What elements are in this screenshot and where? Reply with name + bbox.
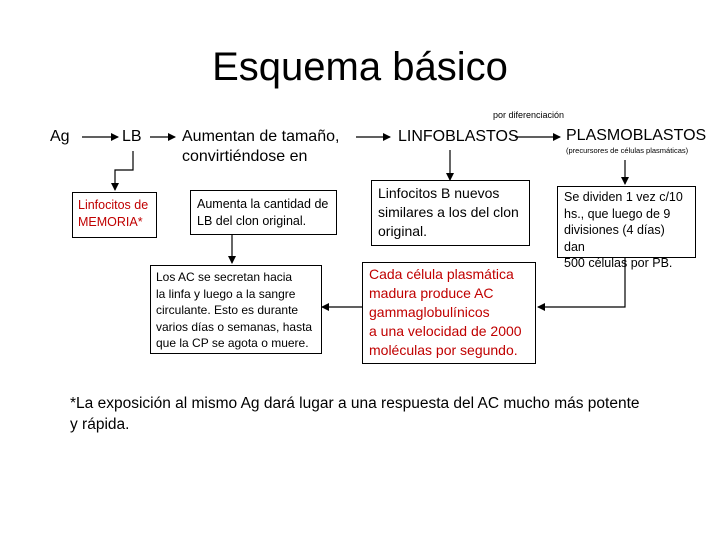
dividen-line: divisiones (4 días) dan (564, 223, 665, 254)
node-aumentan (182, 127, 339, 167)
node-lb: LB (122, 128, 142, 145)
secretan-line: que la CP se agota o muere. (156, 336, 309, 350)
secretan-line: Los AC se secretan hacia (156, 270, 293, 284)
box-clon (190, 190, 337, 235)
cp-line: moléculas por segundo. (369, 342, 518, 358)
dividen-line: 500 células por PB. (564, 256, 673, 270)
secretan-line: circulante. Esto es durante (156, 303, 299, 317)
node-linfoblastos: LINFOBLASTOS (398, 128, 519, 145)
node-plasmoblastos (566, 126, 706, 155)
nuevos-line: similares a los del clon (378, 204, 519, 220)
nuevos-line: Linfocitos B nuevos (378, 185, 500, 201)
cp-line: a una velocidad de 2000 (369, 323, 522, 339)
box-nuevos (371, 180, 530, 246)
box-cp (362, 262, 536, 364)
secretan-line: varios días o semanas, hasta (156, 319, 313, 334)
secretan-line: la linfa y luego a la sangre (156, 286, 296, 301)
footnote-line: *La exposición al mismo Ag dará lugar a una respuesta del AC mucho más potente (70, 395, 640, 412)
dividen-line: Se dividen 1 vez c/10 (564, 190, 683, 204)
footnote-line: y rápida. (70, 416, 130, 433)
aumentan-line: convirtiéndose en (182, 148, 308, 165)
cp-line: Cada célula plasmática (369, 266, 514, 282)
clon-line: Aumenta la cantidad de (197, 197, 329, 211)
page-title: Esquema básico (212, 45, 508, 89)
clon-line: LB del clon original. (197, 214, 307, 228)
footnote (70, 393, 690, 435)
cp-line: gammaglobulínicos (369, 304, 490, 320)
box-secretan (150, 265, 322, 354)
cp-line: madura produce AC (369, 285, 494, 301)
plasmoblastos-label: PLASMOBLASTOS (566, 127, 707, 144)
box-memoria (72, 192, 157, 238)
aumentan-line: Aumentan de tamaño, (182, 128, 340, 145)
memoria-line: Linfocitos de (78, 198, 149, 212)
diferenciacion-note: por diferenciación (493, 110, 565, 120)
box-dividen (557, 186, 696, 270)
nuevos-line: original. (378, 223, 428, 239)
dividen-line: hs., que luego de 9 (564, 206, 671, 221)
precursores-note: (precursores de células plasmáticas) (566, 146, 689, 155)
arrow-lb-memoria (115, 151, 133, 190)
memoria-line: MEMORIA* (78, 215, 143, 229)
node-ag: Ag (50, 128, 70, 145)
